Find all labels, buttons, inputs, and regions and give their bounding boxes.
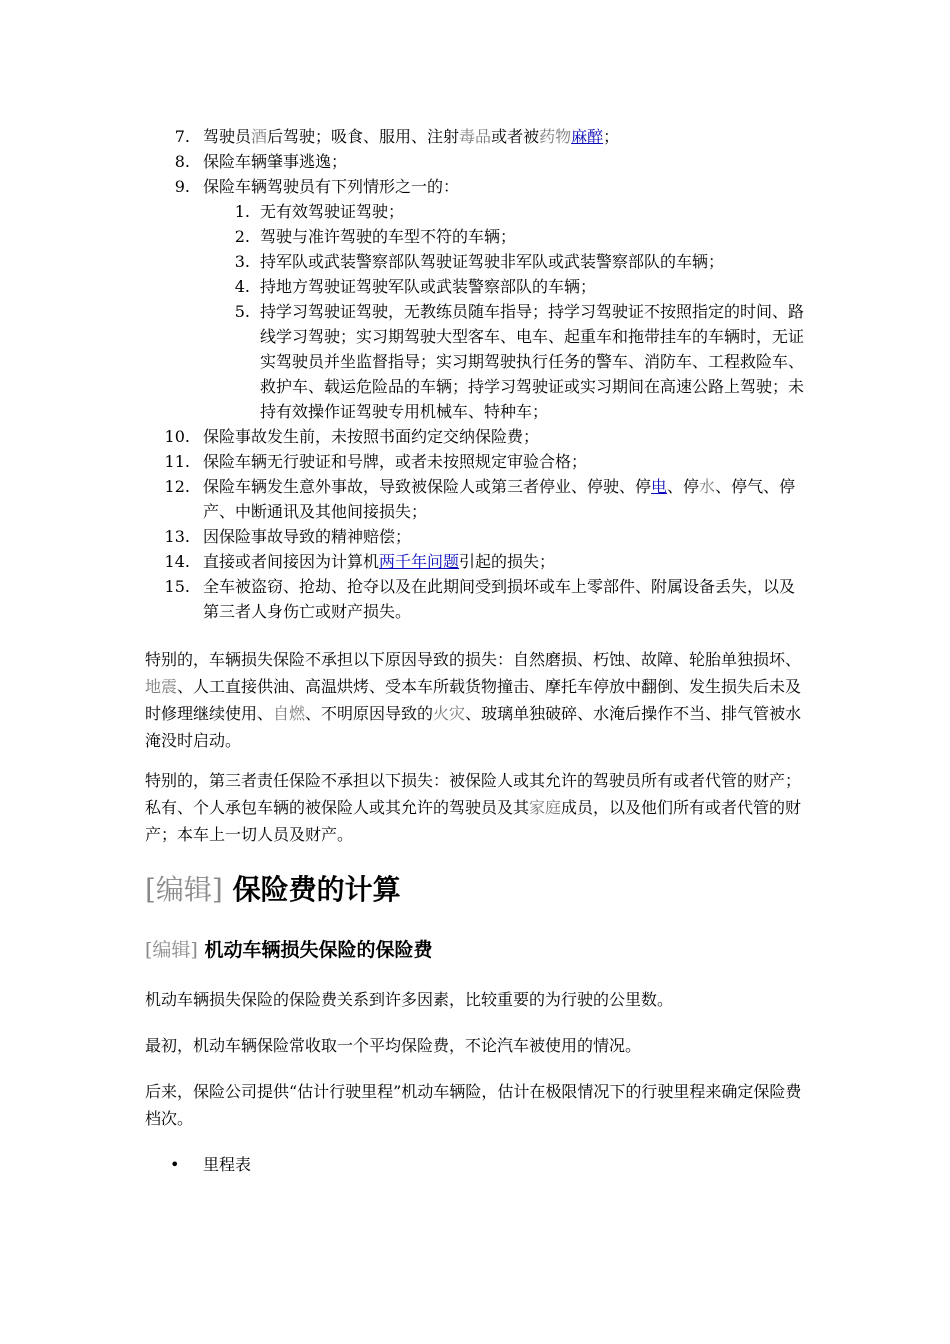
list-item-text: 保险事故发生前，未按照书面约定交纳保险费； (203, 427, 540, 446)
term-drugs: 毒品 (459, 127, 492, 146)
subsection-title: 机动车辆损失保险的保险费 (204, 939, 433, 961)
term-earthquake: 地震 (145, 677, 178, 696)
third-party-exclusion-paragraph (145, 767, 810, 848)
y2k-problem-link[interactable]: 两千年问题 (379, 552, 460, 571)
list-item (0, 124, 810, 149)
list-number: 5. (234, 302, 250, 321)
anesthesia-link[interactable]: 麻醉 (571, 127, 604, 146)
list-number: 4. (234, 277, 250, 296)
text-span: 直接或者间接因为计算机 (203, 552, 380, 571)
list-number: 14. (164, 552, 190, 571)
list-number: 12. (164, 477, 190, 496)
sub-list-item (0, 199, 805, 224)
term-family: 家庭 (529, 798, 562, 817)
text-span: 、人工直接供油、高温烘烤、受本车所载货物撞击、摩托车停放中翻倒、发生损失后未及时修理继续使用、 (145, 677, 802, 723)
list-number: 13. (164, 527, 190, 546)
list-item-text: 保险车辆驾驶员有下列情形之一的： (203, 177, 460, 196)
sub-list-item (0, 274, 805, 299)
list-number: 9. (174, 177, 190, 196)
term-fire: 火灾 (433, 704, 466, 723)
section-heading (145, 870, 401, 910)
list-item (0, 524, 810, 549)
list-item (0, 474, 810, 524)
list-item (0, 574, 810, 624)
electricity-link[interactable]: 电 (651, 477, 668, 496)
list-number: 1. (234, 202, 250, 221)
text-span: 、停 (667, 477, 700, 496)
edit-link[interactable]: [编辑] (145, 873, 223, 906)
paragraph: 最初，机动车辆保险常收取一个平均保险费，不论汽车被使用的情况。 (145, 1036, 642, 1055)
text-span: 或者被 (491, 127, 540, 146)
vehicle-damage-exclusion-paragraph (145, 646, 810, 754)
list-number: 11. (164, 452, 190, 471)
text-span: 、停气、停产、中断通讯及其他间接损失； (203, 477, 796, 521)
list-number: 7. (174, 127, 190, 146)
list-item-text: 全车被盗窃、抢劫、抢夺以及在此期间受到损坏或车上零部件、附属设备丢失，以及第三者人身伤亡或财产损失。 (203, 577, 796, 621)
bullet-text: 里程表 (203, 1155, 252, 1174)
sub-list-item (0, 249, 805, 274)
text-span: 特别的，第三者责任保险不承担以下损失：被保险人或其允许的驾驶员所有或者代管的财产；私有、个人承包车辆的被保险人或其允许的驾驶员及其 (145, 771, 802, 817)
list-number: 2. (234, 227, 250, 246)
term-water: 水 (699, 477, 716, 496)
text-span: 成员，以及他们所有或者代管的财产；本车上一切人员及财产。 (145, 798, 802, 844)
list-number: 8. (174, 152, 190, 171)
list-item (0, 149, 810, 174)
text-span: 、不明原因导致的 (305, 704, 434, 723)
list-item-text: 无有效驾驶证驾驶； (260, 202, 405, 221)
list-item (0, 424, 810, 449)
list-item-text: 保险车辆肇事逃逸； (203, 152, 348, 171)
text-span: 保险车辆发生意外事故，导致被保险人或第三者停业、停驶、停 (203, 477, 652, 496)
list-item-text: 驾驶与准许驾驶的车型不符的车辆； (260, 227, 517, 246)
bullet-icon: • (170, 1155, 180, 1174)
list-item-text: 因保险事故导致的精神赔偿； (203, 527, 412, 546)
text-span: 特别的，车辆损失保险不承担以下原因导致的损失：自然磨损、朽蚀、故障、轮胎单独损坏、 (145, 650, 802, 669)
term-spontaneous-combustion: 自燃 (273, 704, 306, 723)
term-alcohol: 酒 (251, 127, 268, 146)
text-span: 驾驶员 (203, 127, 252, 146)
sub-list-item (0, 224, 805, 249)
list-item-text: 持学习驾驶证驾驶，无教练员随车指导；持学习驾驶证不按照指定的时间、路线学习驾驶；实习期驾驶大型客车、电车、起重车和拖带挂车的车辆时，无证实驾驶员并坐监督指导；实习期驾驶执行任务的警车、消防车、工程救险车、救护车、载运危险品的车辆；持学习驾驶证或实习期间在高速公路上驾驶；未持有效操作证驾驶专用机械车、特种车； (260, 302, 805, 421)
text-span: 后驾驶；吸食、服用、注射 (267, 127, 460, 146)
section-title: 保险费的计算 (232, 873, 401, 906)
term-medicine: 药物 (539, 127, 572, 146)
list-item (0, 549, 810, 574)
list-item-text: 持军队或武装警察部队驾驶证驾驶非军队或武装警察部队的车辆； (260, 252, 725, 271)
paragraph: 机动车辆损失保险的保险费关系到许多因素，比较重要的为行驶的公里数。 (145, 990, 674, 1009)
paragraph: 后来，保险公司提供“估计行驶里程”机动车辆险，估计在极限情况下的行驶里程来确定保险费档次。 (145, 1082, 802, 1128)
text-span: 、玻璃单独破碎、水淹后操作不当、排气管被水淹没时启动。 (145, 704, 802, 750)
list-number: 10. (164, 427, 190, 446)
text-span: ； (603, 127, 620, 146)
list-item (0, 449, 810, 474)
text-span: 引起的损失； (459, 552, 556, 571)
exclusion-list (0, 124, 810, 624)
edit-link[interactable]: [编辑] (145, 939, 198, 961)
list-item-text: 持地方驾驶证驾驶军队或武装警察部队的车辆； (260, 277, 597, 296)
list-number: 3. (234, 252, 250, 271)
list-item-text: 保险车辆无行驶证和号牌，或者未按照规定审验合格； (203, 452, 588, 471)
sub-list-item (0, 299, 805, 424)
list-item (0, 174, 810, 424)
sub-list (203, 199, 810, 424)
subsection-heading (145, 936, 432, 964)
list-number: 15. (164, 577, 190, 596)
